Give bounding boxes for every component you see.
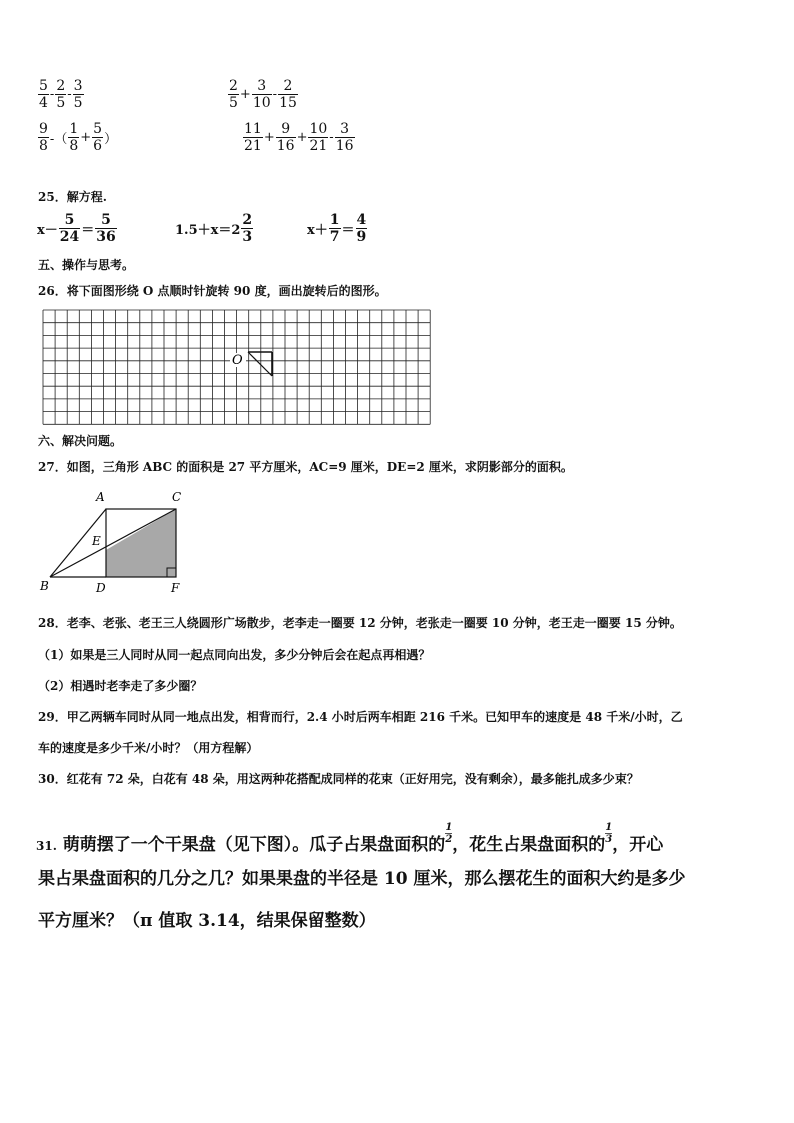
label-d: D: [96, 581, 106, 595]
fraction: $\frac{4}{9}$: [356, 212, 367, 245]
fraction: $\frac{3}{5}$: [73, 78, 83, 111]
q28-sub2: （2）相遇时老李走了多少圈？: [38, 679, 203, 693]
equation-1: x－ $\frac{5}{24}$ ＝ $\frac{5}{36}$: [37, 212, 116, 245]
fraction: $\frac{5}{4}$: [39, 78, 48, 111]
section-5-heading: 五、操作与思考。: [38, 258, 135, 272]
expr-4: $\frac{11}{21}$ + $\frac{9}{16}$ + $\frac{10}{21}$ - $\frac{3}{16}$: [244, 121, 354, 154]
fraction: $\frac{3}{10}$: [252, 78, 271, 111]
label-e: E: [92, 534, 101, 548]
q31-line1: 31. 萌萌摆了一个干果盘（见下图）。瓜子占果盘面积的 $\frac{1}{2}$ ，花生占果盘面积的 $\frac{1}{3}$ ，开心: [36, 822, 664, 855]
q31-number: 31.: [36, 839, 57, 853]
fraction: $\frac{2}{3}$: [242, 212, 253, 245]
expr-1: $\frac{5}{4}$ - $\frac{2}{5}$ - $\frac{3}{5}$: [39, 78, 83, 111]
fraction: $\frac{1}{8}$: [69, 121, 79, 154]
fraction: $\frac{5}{36}$: [96, 212, 116, 245]
fraction: $\frac{5}{24}$: [59, 212, 80, 245]
q28-text: 28．老李、老张、老王三人绕圆形广场散步，老李走一圈要 12 分钟，老张走一圈要 10 分钟，老王走一圈要 15 分钟。: [38, 616, 682, 630]
fraction: $\frac{3}{16}$: [335, 121, 354, 154]
rotation-grid: [42, 309, 434, 425]
fraction-half: $\frac{1}{2}$: [445, 822, 453, 845]
label-b: B: [40, 579, 49, 593]
expr-3: $\frac{9}{8}$ -（ $\frac{1}{8}$ + $\frac{5}{6}$ ）: [39, 121, 118, 154]
fraction: $\frac{1}{7}$: [329, 212, 340, 245]
point-o-label: O: [232, 353, 243, 368]
fraction: $\frac{2}{5}$: [56, 78, 66, 111]
figure-diagonal: [248, 352, 272, 376]
q29-line1: 29．甲乙两辆车同时从同一地点出发，相背而行，2.4 小时后两车相距 216 千米。已知甲车的速度是 48 千米/小时，乙: [38, 710, 683, 724]
fraction: $\frac{9}{8}$: [39, 121, 48, 154]
q26-text: 26．将下面图形绕 O 点顺时针旋转 90 度，画出旋转后的图形。: [38, 284, 387, 298]
q25-title: 25．解方程.: [38, 190, 107, 204]
triangle-figure: [36, 488, 196, 596]
fraction: $\frac{11}{21}$: [244, 121, 262, 154]
fraction-third: $\frac{1}{3}$: [605, 822, 613, 845]
fraction: $\frac{5}{6}$: [93, 121, 103, 154]
fraction: $\frac{10}{21}$: [309, 121, 328, 154]
fraction: $\frac{2}{5}$: [229, 78, 238, 111]
fraction: $\frac{2}{15}$: [279, 78, 297, 111]
label-a: A: [96, 490, 105, 504]
label-c: C: [172, 490, 182, 504]
q29-line2: 车的速度是多少千米/小时？（用方程解）: [38, 741, 259, 755]
q28-sub1: （1）如果是三人同时从同一起点同向出发，多少分钟后会在起点再相遇？: [38, 648, 431, 662]
q31-line3: 平方厘米？（π 值取 3.14，结果保留整数）: [38, 911, 376, 931]
section-6-heading: 六、解决问题。: [38, 434, 123, 448]
q31-line2: 果占果盘面积的几分之几？如果果盘的半径是 10 厘米，那么摆花生的面积大约是多少: [38, 869, 686, 889]
q30-text: 30．红花有 72 朵，白花有 48 朵，用这两种花搭配成同样的花束（正好用完，没有剩余），最多能扎成多少束？: [38, 772, 639, 786]
shaded-region: [106, 509, 176, 577]
expr-2: $\frac{2}{5}$ + $\frac{3}{10}$ - $\frac{2}{15}$: [229, 78, 297, 111]
equation-3: x＋ $\frac{1}{7}$ ＝ $\frac{4}{9}$: [307, 212, 367, 245]
label-f: F: [171, 581, 180, 595]
fraction: $\frac{9}{16}$: [276, 121, 295, 154]
q27-text: 27．如图，三角形 ABC 的面积是 27 平方厘米，AC=9 厘米，DE=2 厘米，求阴影部分的面积。: [38, 460, 573, 474]
equation-2: 1.5＋x＝2 $\frac{2}{3}$: [175, 212, 253, 245]
